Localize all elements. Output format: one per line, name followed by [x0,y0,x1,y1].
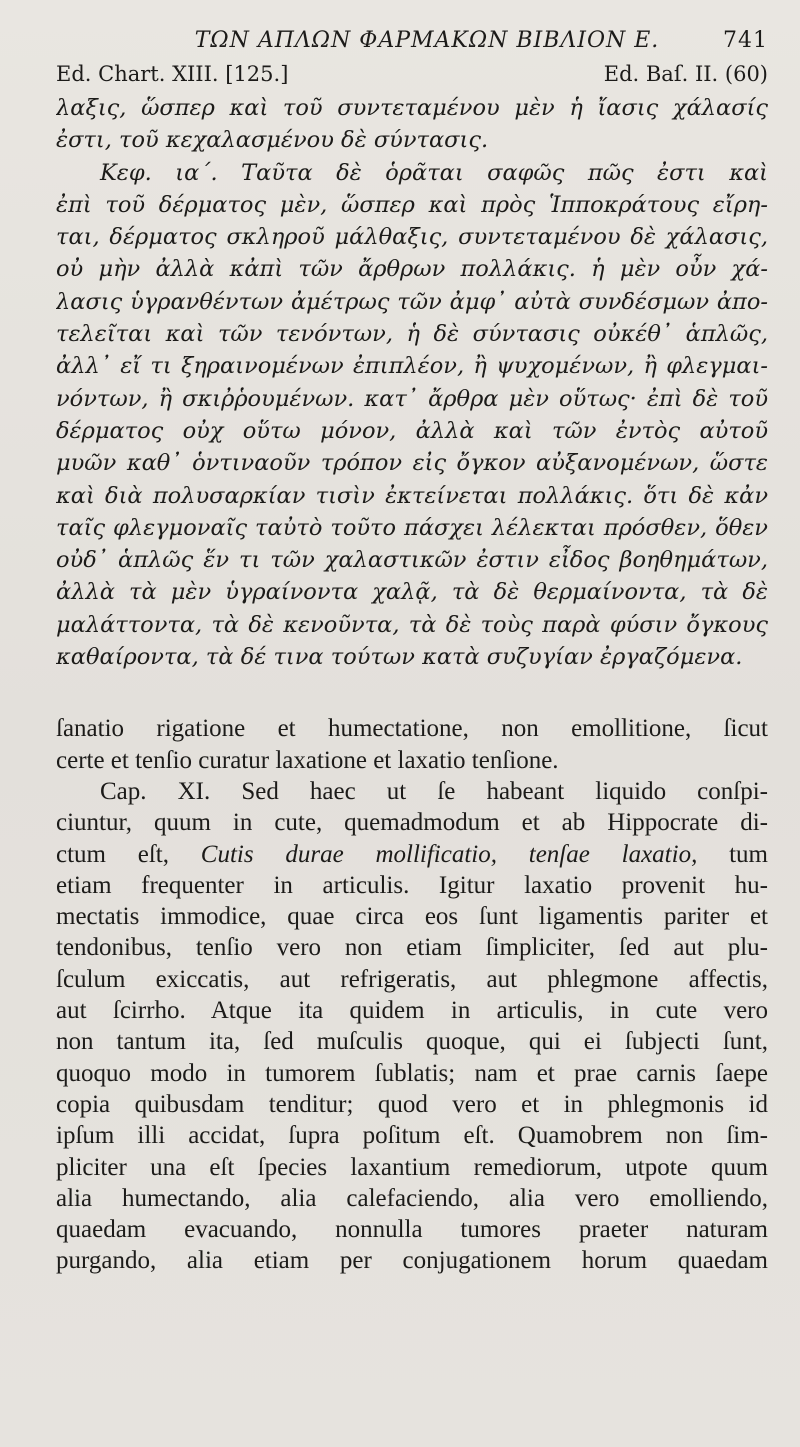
latin-line: tendonibus, tenſio vero non etiam ſimpliciter, ſed aut plu- [56,934,768,962]
running-header [56,28,768,62]
greek-line: οὐδ᾽ ἁπλῶς ἕν τι τῶν χαλαστικῶν ἐστιν εἶδος βοηθημάτων, [56,547,768,574]
latin-line: purgando, alia etiam per conjugationem horum quaedam [56,1247,768,1275]
page-number: 741 [723,28,768,53]
greek-line: οὐ μὴν ἀλλὰ κἀπὶ τῶν ἄρθρων πολλάκις. ἡ μὲν οὖν χά- [56,256,768,283]
latin-line: copia quibusdam tenditur; quod vero et in phlegmonis id [56,1090,768,1118]
latin-line-with-quotation [56,839,768,870]
greek-line: ἐστι, τοῦ κεχαλασμένου δὲ σύντασις. [56,127,489,154]
latin-line: ſculum exiccatis, aut refrigeratis, aut phlegmone affectis, [56,965,768,993]
edition-chart-reference: Ed. Chart. XIII. [125.] [56,62,289,86]
latin-line: certe et tenſio curatur laxatione et laxatio tenſione. [56,746,559,774]
hippocrates-quotation: Cutis durae mollificatio, tenſae laxatio, [200,840,698,868]
greek-text-block [56,92,768,673]
greek-line: καὶ διὰ πολυσαρκίαν τισὶν ἐκτείνεται πολλάκις. ὅτι δὲ κἀν [56,482,768,509]
greek-line: μυῶν καθ᾽ ὁντιναοῦν τρόπον εἰς ὄγκον αὐξανομένων, ὥστε [56,450,768,477]
latin-chapter-heading-line: Cap. XI. Sed haec ut ſe habeant liquido conſpi- [100,777,768,805]
latin-line-end: tum [697,840,768,868]
latin-line: mectatis immodice, quae circa eos ſunt ligamentis pariter et [56,903,768,931]
greek-line: τελεῖται καὶ τῶν τενόντων, ἡ δὲ σύντασις οὐκέθ᾽ ἁπλῶς, [56,321,768,348]
greek-line: καθαίροντα, τὰ δέ τινα τούτων κατὰ συζυγίαν ἐργαζόμενα. [56,644,743,671]
latin-text-block [56,713,768,1276]
greek-chapter-heading-line: Κεφ. ια΄. Ταῦτα δὲ ὁρᾶται σαφῶς πῶς ἐστι καὶ [100,159,768,186]
latin-line-start: ctum eſt, [56,840,170,868]
greek-line: λαξις, ὥσπερ καὶ τοῦ συντεταμένου μὲν ἡ ἴασις χάλασίς [56,95,768,121]
greek-line: ἀλλὰ τὰ μὲν ὑγραίνοντα χαλᾷ, τὰ δὲ θερμαίνοντα, τὰ δὲ [56,579,768,606]
latin-line: quaedam evacuando, nonnulla tumores praeter naturam [56,1216,768,1244]
latin-line: aut ſcirrho. Atque ita quidem in articulis, in cute vero [56,997,768,1025]
latin-line: ipſum illi accidat, ſupra poſitum eſt. Quamobrem non ſim- [56,1122,768,1150]
latin-line: ſanatio rigatione et humectatione, non emollitione, ſicut [56,715,768,743]
latin-line: pliciter una eſt ſpecies laxantium remediorum, utpote quum [56,1153,768,1181]
greek-line: ἀλλ᾽ εἴ τι ξηραινομένων ἐπιπλέον, ἢ ψυχομένων, ἢ φλεγμαι- [56,353,768,380]
running-title: ΤΩΝ ΑΠΛΩΝ ΦΑΡΜΑΚΩΝ ΒΙΒΛΙΟΝ Ε. [194,28,660,53]
latin-line: alia humectando, alia calefaciendo, alia vero emolliendo, [56,1184,768,1212]
latin-line: ciuntur, quum in cute, quemadmodum et ab Hippocrate di- [56,809,768,837]
edition-references [56,62,768,92]
latin-line: quoquo modo in tumorem ſublatis; nam et prae carnis ſaepe [56,1059,768,1087]
greek-line: νόντων, ἢ σκιῤῥουμένων. κατ᾽ ἄρθρα μὲν οὕτως· ἐπὶ δὲ τοῦ [56,385,768,412]
latin-line: etiam frequenter in articulis. Igitur laxatio provenit hu- [56,871,768,899]
greek-line: ἐπὶ τοῦ δέρματος μὲν, ὥσπερ καὶ πρὸς Ἱπποκράτους εἴρη- [56,191,768,218]
greek-line: ται, δέρματος σκληροῦ μάλθαξις, συντεταμένου δὲ χάλασις, [56,224,768,251]
greek-line: λασις ὑγρανθέντων ἀμέτρως τῶν ἀμφ᾽ αὐτὰ συνδέσμων ἀπο- [56,288,768,315]
edition-basel-reference: Ed. Baſ. II. (60) [603,62,768,86]
greek-line: ταῖς φλεγμοναῖς ταὐτὸ τοῦτο πάσχει λέλεκται πρόσθεν, ὅθεν [56,514,768,541]
greek-line: δέρματος οὐχ οὕτω μόνον, ἀλλὰ καὶ τῶν ἐντὸς αὐτοῦ [56,417,768,444]
greek-line: μαλάττοντα, τὰ δὲ κενοῦντα, τὰ δὲ τοὺς παρὰ φύσιν ὄγκους [56,611,768,638]
latin-line: non tantum ita, ſed muſculis quoque, qui ei ſubjecti ſunt, [56,1028,768,1056]
